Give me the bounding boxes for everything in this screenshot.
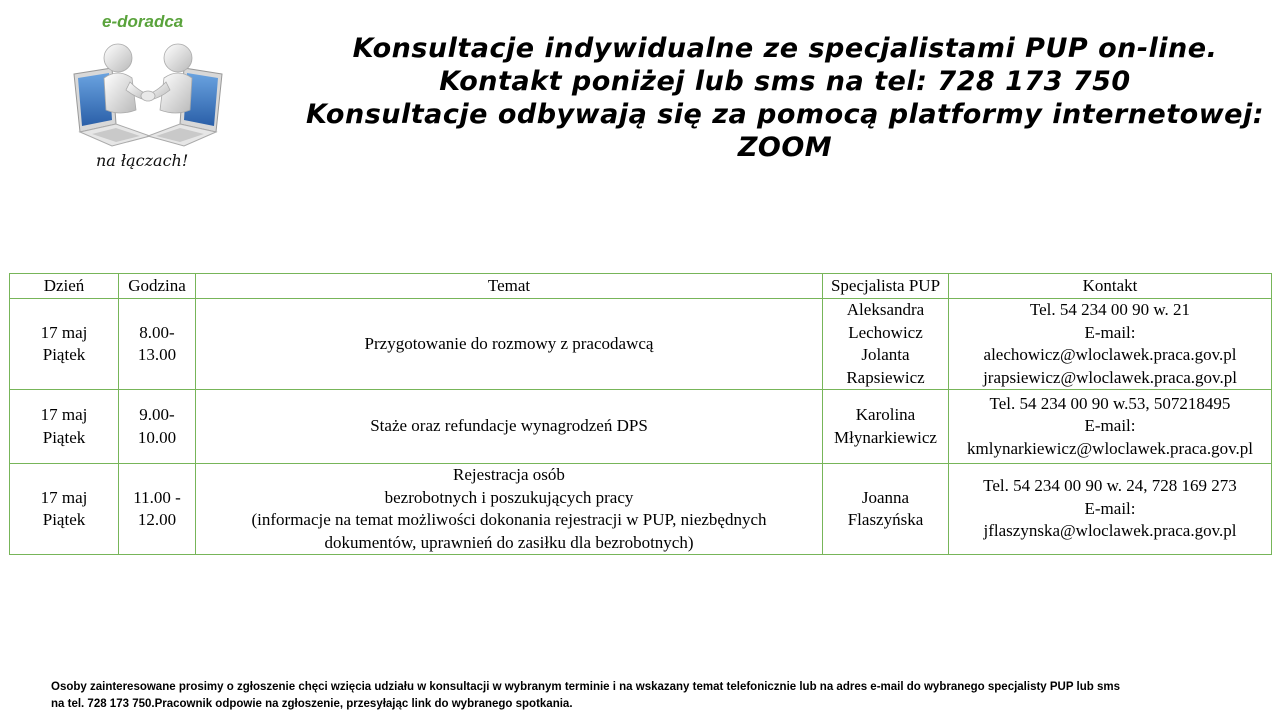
cell-topic — [196, 390, 823, 464]
headline-line: Konsultacje indywidualne ze specjalistami PUP on-line. — [352, 33, 1218, 64]
logo-title: e-doradca — [102, 12, 184, 31]
cell-line: bezrobotnych i poszukujących pracy — [384, 487, 634, 507]
email-address: jrapsiewicz@wloclawek.praca.gov.pl — [983, 367, 1237, 387]
cell-line: (informacje na temat możliwości dokonania rejestracji w PUP, niezbędnych — [251, 510, 767, 529]
cell-line: 12.00 — [137, 510, 177, 529]
cell-specialist — [823, 464, 949, 555]
cell-day — [10, 464, 119, 555]
headline-line: Konsultacje odbywają się za pomocą platformy internetowej: ZOOM — [305, 99, 1265, 163]
cell-hours — [119, 299, 196, 390]
handshake-laptops-icon — [60, 36, 236, 151]
cell-line: Rejestracja osób — [453, 465, 565, 484]
cell-line: Tel. 54 234 00 90 w. 21 — [1029, 300, 1191, 319]
cell-line: E-mail: — [1084, 322, 1136, 342]
cell-line: 13.00 — [137, 345, 177, 364]
table-row — [10, 390, 1272, 464]
cell-line: 8.00- — [139, 322, 175, 342]
column-header-day: Dzień — [10, 274, 119, 299]
cell-line: Rapsiewicz — [846, 367, 925, 387]
table-row — [10, 299, 1272, 390]
cell-line: Młynarkiewicz — [834, 427, 937, 447]
e-doradca-logo — [60, 10, 236, 175]
cell-topic — [196, 299, 823, 390]
cell-specialist — [823, 390, 949, 464]
cell-day — [10, 299, 119, 390]
cell-line: Aleksandra — [846, 300, 925, 319]
logo-caption: na łączach! — [96, 151, 189, 170]
column-header-topic: Temat — [196, 274, 823, 299]
footer-note — [51, 679, 1271, 713]
cell-contact — [949, 299, 1272, 390]
cell-hours — [119, 464, 196, 555]
cell-line: Staże oraz refundacje wynagrodzeń DPS — [370, 416, 648, 436]
cell-line: Jolanta — [861, 345, 910, 364]
footer-line: na tel. 728 173 750.Pracownik odpowie na zgłoszenie, przesyłając link do wybranego spotkania. — [51, 698, 573, 710]
column-header-specialist: Specjalista PUP — [823, 274, 949, 299]
cell-topic — [196, 464, 823, 555]
email-address: jflaszynska@wloclawek.praca.gov.pl — [983, 521, 1237, 541]
headline — [290, 32, 1280, 164]
cell-hours — [119, 390, 196, 464]
cell-line: Piątek — [42, 427, 86, 447]
cell-line: E-mail: — [1084, 498, 1136, 518]
cell-line: Tel. 54 234 00 90 w.53, 507218495 — [989, 393, 1231, 413]
cell-specialist — [823, 299, 949, 390]
consultation-schedule-table — [9, 273, 1272, 555]
cell-line: Joanna — [861, 487, 910, 507]
cell-line: 11.00 - — [133, 487, 181, 507]
email-address: kmlynarkiewicz@wloclawek.praca.gov.pl — [967, 438, 1253, 458]
cell-line: Piątek — [42, 510, 86, 529]
cell-line: E-mail: — [1084, 416, 1136, 436]
cell-line: Lechowicz — [848, 322, 923, 342]
cell-contact — [949, 390, 1272, 464]
cell-line: 17 maj — [40, 487, 88, 507]
column-header-contact: Kontakt — [949, 274, 1272, 299]
table-row — [10, 464, 1272, 555]
headline-line: Kontakt poniżej lub sms na tel: 728 173 750 — [439, 66, 1131, 97]
cell-line: Flaszyńska — [847, 510, 924, 529]
email-address: alechowicz@wloclawek.praca.gov.pl — [983, 345, 1237, 364]
cell-line: Karolina — [855, 405, 916, 424]
cell-line: Tel. 54 234 00 90 w. 24, 728 169 273 — [983, 476, 1237, 496]
cell-contact — [949, 464, 1272, 555]
column-header-hours: Godzina — [119, 274, 196, 299]
cell-line: 17 maj — [40, 405, 88, 424]
cell-line: Piątek — [42, 345, 86, 364]
cell-line: 9.00- — [139, 405, 175, 424]
cell-line: Przygotowanie do rozmowy z pracodawcą — [364, 333, 654, 353]
cell-line: 10.00 — [137, 427, 177, 447]
footer-line: Osoby zainteresowane prosimy o zgłoszenie chęci wzięcia udziału w konsultacji w wybranym terminie i na wskazany temat telefonicznie lub na adres e-mail do wybranego specjalisty PUP lub sms — [51, 681, 1120, 693]
cell-line: 17 maj — [40, 322, 88, 342]
cell-day — [10, 390, 119, 464]
cell-line: dokumentów, uprawnień do zasiłku dla bezrobotnych) — [324, 532, 694, 552]
table-header-row — [10, 274, 1272, 299]
